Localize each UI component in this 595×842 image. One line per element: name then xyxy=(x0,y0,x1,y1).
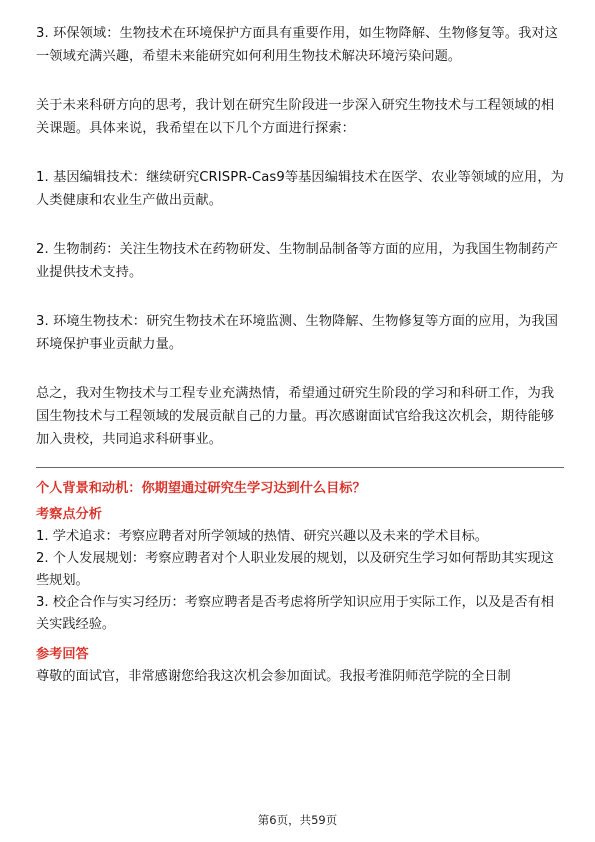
analysis-item: 3. 校企合作与实习经历：考察应聘者是否考虑将所学知识应用于实际工作，以及是否有相关实践经验。 xyxy=(36,595,554,632)
reference-title: 参考回答 xyxy=(36,647,89,662)
paragraph-environment-field: 3. 环保领域：生物技术在环境保护方面具有重要作用，如生物降解、生物修复等。我对这一领域充满兴趣，希望未来能研究如何利用生物技术解决环境污染问题。 xyxy=(36,26,558,64)
section-divider xyxy=(36,467,564,468)
analysis-item: 1. 学术追求：考察应聘者对所学领域的热情、研究兴趣以及未来的学术目标。 xyxy=(36,529,488,544)
analysis-title: 考察点分析 xyxy=(36,507,102,522)
page-number: 第6页，共59页 xyxy=(257,813,338,827)
reference-text: 尊敬的面试官，非常感谢您给我这次机会参加面试。我报考淮阴师范学院的全日制 xyxy=(36,669,511,684)
page-content xyxy=(36,22,564,688)
question-heading: 个人背景和动机：你期望通过研究生学习达到什么目标？ xyxy=(36,481,366,496)
paragraph-env-biotech: 3. 环境生物技术：研究生物技术在环境监测、生物降解、生物修复等方面的应用，为我国环境保护事业贡献力量。 xyxy=(36,314,558,352)
paragraph-future-research: 关于未来科研方向的思考，我计划在研究生阶段进一步深入研究生物技术与工程领域的相关课题。具体来说，我希望在以下几个方面进行探索： xyxy=(36,98,555,136)
paragraph-gene-editing: 1. 基因编辑技术：继续研究CRISPR-Cas9等基因编辑技术在医学、农业等领域的应用，为人类健康和农业生产做出贡献。 xyxy=(36,170,564,208)
paragraph-biopharma: 2. 生物制药：关注生物技术在药物研发、生物制品制备等方面的应用，为我国生物制药产业提供技术支持。 xyxy=(36,242,558,280)
paragraph-summary: 总之，我对生物技术与工程专业充满热情，希望通过研究生阶段的学习和科研工作，为我国生物技术与工程领域的发展贡献自己的力量。再次感谢面试官给我这次机会，期待能够加入贵校，共同追求科研事业。 xyxy=(36,386,555,447)
analysis-item: 2. 个人发展规划：考察应聘者对个人职业发展的规划，以及研究生学习如何帮助其实现这些规划。 xyxy=(36,551,554,588)
